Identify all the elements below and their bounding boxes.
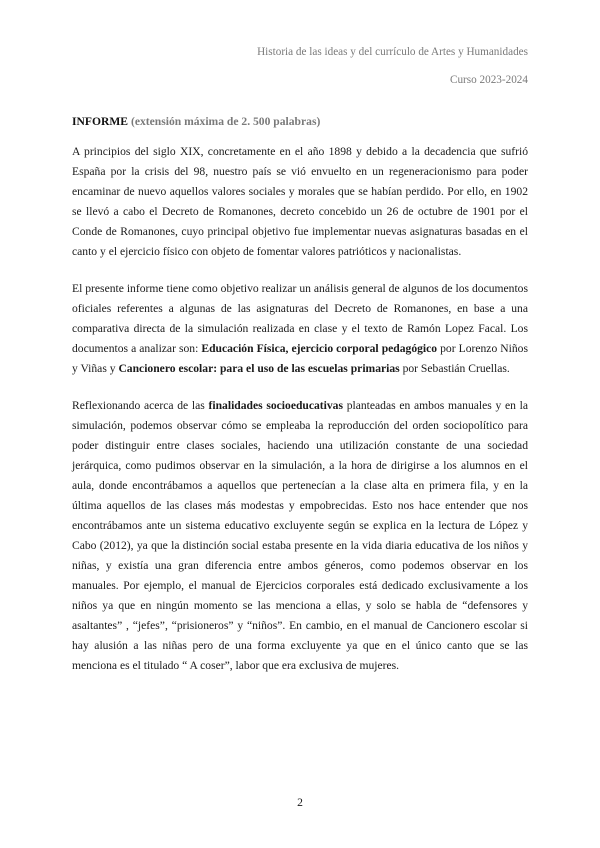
- report-title: INFORME: [72, 115, 129, 128]
- page-number: 2: [297, 796, 303, 809]
- paragraph-2-document-2: Cancionero escolar: para el uso de las escuelas primarias: [118, 362, 400, 375]
- header-course-title: Historia de las ideas y del currículo de Artes y Humanidades: [257, 46, 528, 58]
- paragraph-3-highlight: finalidades socioeducativas: [208, 399, 343, 412]
- paragraph-3-text-c: planteadas en ambos manuales y en la simulación, podemos observar cómo se empleaba la reproducción del orden sociopolítico para poder distinguir entre clases sociales, haciendo una utilización constante de una sociedad jerárquica, como pudimos observar en la simulación, a la hora de dirigirse a los alumnos en el aula, donde encontrábamos a aquellos que pertenecían a la clase alta en primera fila, y en la última aquellos de las clases más modestas y empobrecidas. Esto nos hace entender que nos encontrábamos ante un sistema educativo excluyente según se explica en la lectura de López y Cabo (2012), ya que la distinción social estaba presente en la vida diaria educativa de los niños y niñas, y existía una gran diferencia entre ambos géneros, como podemos observar en los manuales. Por ejemplo, el manual de Ejercicios corporales está dedicado exclusivamente a los niños ya que en ningún momento se las menciona a ellas, y solo se habla de “defensores y asaltantes” , “jefes”, “prisioneros” y “niños”. En cambio, en el manual de Cancionero escolar si hay alusión a las niñas pero de una forma excluyente ya que en el único canto que se las menciona es el titulado “ A coser”, labor que era exclusiva de mujeres.: [72, 399, 528, 672]
- paragraph-2-text-a: El presente informe tiene como objetivo realizar un análisis general de algunos de los documentos oficiales referentes a algunas de las asignaturas del Decreto de Romanones, en base a una comparativa directa de la simulación realizada en clase y el texto de Ramón Lopez Facal. Los documentos a analizar son:: [72, 282, 528, 355]
- paragraph-2: [72, 279, 528, 379]
- paragraph-3: [72, 396, 528, 676]
- header-course-year: Curso 2023-2024: [449, 74, 528, 86]
- paragraph-2-text-d: por Sebastián Cruellas.: [399, 362, 510, 375]
- report-body: [72, 112, 528, 693]
- paragraph-3-text-a: Reflexionando acerca de las: [72, 399, 209, 412]
- paragraph-2-document-1: Educación Física, ejercicio corporal pedagógico: [201, 342, 438, 355]
- paragraph-1: A principios del siglo XIX, concretamente en el año 1898 y debido a la decadencia que sufrió España por la crisis del 98, nuestro país se vió envuelto en un regeneracionismo para poder encaminar de nuevo aquellos valores sociales y morales que se habían perdido. Por ello, en 1902 se llevó a cabo el Decreto de Romanones, decreto concebido un 26 de octubre de 1901 por el Conde de Romanones, cuyo principal objetivo fue implementar nuevas asignaturas basadas en el canto y el ejercicio físico con objeto de fomentar valores patrióticos y nacionalistas.: [72, 145, 528, 258]
- paragraph-2-text-c: por Lorenzo Niños y Viñas y: [72, 342, 528, 375]
- report-length-note: (extensión máxima de 2. 500 palabras): [130, 115, 321, 128]
- report-heading: [72, 112, 528, 132]
